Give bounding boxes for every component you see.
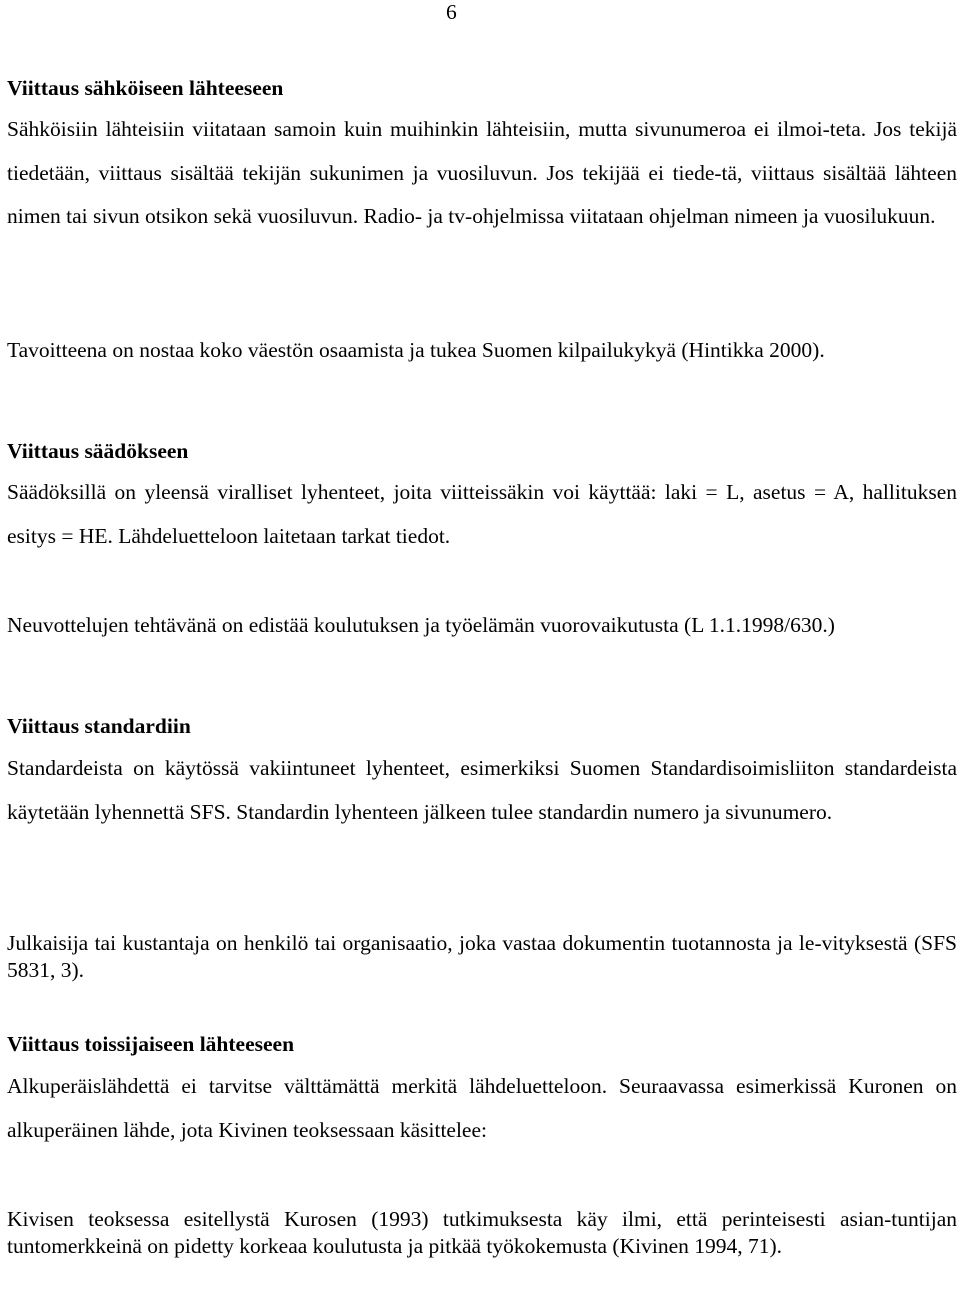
- section-heading-statute: Viittaus säädökseen: [7, 439, 189, 463]
- example-statute: Neuvottelujen tehtävänä on edistää koulutuksen ja työelämän vuorovaikutusta (L 1.1.1998/630.): [7, 613, 835, 637]
- section-heading-standard: Viittaus standardiin: [7, 714, 191, 738]
- section-heading-electronic-source: Viittaus sähköiseen lähteeseen: [7, 76, 284, 100]
- section-heading-secondary-source: Viittaus toissijaiseen lähteeseen: [7, 1032, 295, 1056]
- example-electronic-source: Tavoitteena on nostaa koko väestön osaamista ja tukea Suomen kilpailukykyä (Hintikka 2000).: [7, 338, 825, 362]
- section-body-statute: Säädöksillä on yleensä viralliset lyhenteet, joita viitteissäkin voi käyttää: laki = L, asetus = A, hallituksen esitys = HE. Lähdeluetteloon laitetaan tarkat tiedot.: [7, 480, 957, 548]
- section-body-secondary-source: Alkuperäislähdettä ei tarvitse välttämättä merkitä lähdeluetteloon. Seuraavassa esimerkissä Kuronen on alkuperäinen lähde, jota Kivinen teoksessaan käsittelee:: [7, 1074, 957, 1142]
- section-body-electronic-source: Sähköisiin lähteisiin viitataan samoin kuin muihinkin lähteisiin, mutta sivunumeroa ei ilmoi-teta. Jos tekijä tiedetään, viittaus sisältää tekijän sukunimen ja vuosiluvun. Jos tekijää ei tiede-tä, viittaus sisältää lähteen nimen tai sivun otsikon sekä vuosiluvun. Radio- ja tv-ohjelmissa viitataan ohjelman nimeen ja vuosilukuun.: [7, 117, 957, 229]
- example-standard: Julkaisija tai kustantaja on henkilö tai organisaatio, joka vastaa dokumentin tuotannosta ja le-vityksestä (SFS 5831, 3).: [7, 931, 957, 982]
- example-secondary-source: Kivisen teoksessa esitellystä Kurosen (1993) tutkimuksesta käy ilmi, että perinteisesti asian-tuntijan tuntomerkkeinä on pidetty korkeaa koulutusta ja pitkää työkokemusta (Kivinen 1994, 71).: [7, 1207, 957, 1258]
- page-number: 6: [446, 0, 457, 24]
- section-body-standard: Standardeista on käytössä vakiintuneet lyhenteet, esimerkiksi Suomen Standardisoimisliiton standardeista käytetään lyhennettä SFS. Standardin lyhenteen jälkeen tulee standardin numero ja sivunumero.: [7, 756, 957, 824]
